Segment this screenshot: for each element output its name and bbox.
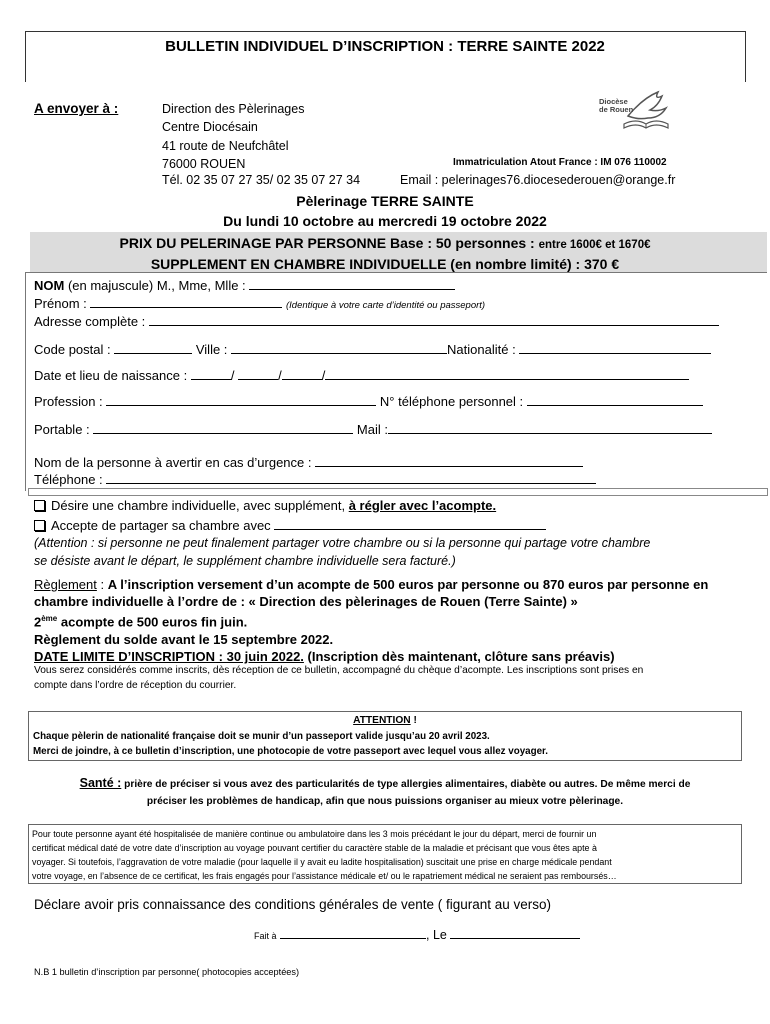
urgence-label: Nom de la personne à avertir en cas d’urgence : [34, 455, 312, 470]
ville-field[interactable] [231, 341, 447, 354]
profession-row [34, 393, 703, 409]
nom-label-bold: NOM [34, 278, 65, 293]
deadline-label: DATE LIMITE D’INSCRIPTION [34, 649, 216, 665]
portable-label: Portable : [34, 422, 90, 437]
le-label: , Le [426, 928, 447, 942]
payment-info [34, 663, 643, 693]
single-room-option [34, 498, 496, 513]
address-line: 41 route de Neufchâtel [162, 138, 289, 153]
form-title: BULLETIN INDIVIDUEL D’INSCRIPTION : TERRE SAINTE 2022 [165, 38, 605, 55]
registration-number: Immatriculation Atout France : IM 076 110002 [453, 157, 667, 168]
price-label: PRIX DU PELERINAGE PAR PERSONNE Base : 50 personnes : [119, 235, 539, 251]
attention-note-line: se désiste avant le départ, le supplément chambre individuelle sera facturé.) [34, 554, 456, 568]
nationalite-field[interactable] [519, 341, 711, 354]
second-deposit [34, 610, 708, 631]
portable-field[interactable] [93, 421, 353, 434]
second-sup: ème [41, 614, 58, 624]
payment-colon: : [96, 577, 108, 592]
birth-day-field[interactable] [191, 367, 231, 380]
telephone-row [34, 471, 596, 487]
date-separator: / [230, 368, 235, 383]
attention-line: Chaque pèlerin de nationalité française doit se munir d’un passeport valide jusqu’au 20 avril 2023. [33, 731, 490, 742]
attention-mark: ! [410, 715, 417, 726]
payment-line [34, 576, 708, 593]
attention-note [34, 534, 650, 570]
health-text: prière de préciser si vous avez des particularités de type allergies alimentaires, diabète ou autres. De même merci de [121, 779, 691, 790]
single-room-bold: à régler avec l’acompte. [348, 498, 497, 513]
share-room-label: Accepte de partager sa chambre avec [51, 518, 271, 533]
deadline-rest: (Inscription dès maintenant, clôture sans préavis) [303, 649, 615, 665]
send-label: A envoyer à : [34, 101, 119, 116]
dove-book-icon [588, 84, 678, 144]
divider-band [28, 488, 768, 496]
mail-field[interactable] [388, 421, 712, 434]
adresse-label: Adresse complète : [34, 314, 146, 329]
payment-info-line: compte dans l’ordre de réception du courrier. [34, 680, 237, 691]
payment-section [34, 576, 708, 665]
prenom-field[interactable] [90, 295, 282, 308]
telephone-label: Téléphone : [34, 472, 103, 487]
price-value: entre 1600€ et 1670€ [538, 239, 651, 251]
deadline-date: : 30 juin 2022. [215, 649, 304, 665]
single-room-checkbox[interactable] [34, 500, 45, 511]
address-block [162, 100, 304, 173]
attention-text [33, 729, 548, 759]
footnote: N.B 1 bulletin d’inscription par personne( photocopies acceptées) [34, 967, 300, 977]
share-room-field[interactable] [274, 517, 546, 530]
hospital-text [32, 827, 617, 883]
logo-line: Diocèse [599, 97, 628, 106]
health-label: Santé : [79, 776, 122, 790]
fait-label: Fait à [254, 931, 277, 941]
contact-phone: Tél. 02 35 07 27 35/ 02 35 07 27 34 [162, 173, 361, 187]
contact-email: Email : pelerinages76.diocesederouen@orange.fr [400, 173, 676, 187]
adresse-field[interactable] [149, 313, 719, 326]
signature-row [254, 926, 580, 942]
nom-row [34, 277, 455, 293]
payment-line: chambre individuelle à l’ordre de : « Direction des pèlerinages de Rouen (Terre Sainte) » [34, 594, 578, 610]
birth-place-field[interactable] [325, 367, 689, 380]
payment-text: A l’inscription versement d’un acompte de 500 euros par personne ou 870 euros par personne en [107, 577, 709, 592]
hospital-line: Pour toute personne ayant été hospitalisée de manière continue ou ambulatoire dans les 3 mois précédant le jour du départ, merci de fournir un [32, 829, 597, 839]
logo-text [599, 98, 633, 114]
date-separator: / [278, 368, 282, 383]
code-postal-field[interactable] [114, 341, 192, 354]
prenom-row [34, 295, 485, 311]
telephone-perso-label: N° téléphone personnel : [379, 394, 524, 409]
portable-row [34, 421, 712, 437]
attention-note-line: (Attention : si personne ne peut finalement partager votre chambre ou si la personne qui partage votre chambre [34, 536, 651, 550]
pilgrimage-name: Pèlerinage TERRE SAINTE [296, 193, 474, 209]
payment-info-line: Vous serez considérés comme inscrits, dès réception de ce bulletin, accompagné du chèque d’acompte. Les inscriptions sont prises en [34, 665, 644, 676]
naissance-row [34, 367, 689, 383]
payment-label: Règlement [34, 577, 97, 592]
health-section [0, 775, 770, 810]
prenom-note: (Identique à votre carte d’identité ou passeport) [286, 300, 486, 311]
hospital-line: voyager. Si toutefois, l’aggravation de votre maladie (pour laquelle il y avait eu ladite hospitalisation) suscitait une prise en charge médicale pendant [32, 857, 612, 867]
declaration: Déclare avoir pris connaissance des conditions générales de vente ( figurant au verso) [34, 897, 552, 912]
urgence-field[interactable] [315, 454, 583, 467]
second-rest: acompte de 500 euros fin juin. [57, 614, 248, 630]
ville-label: Ville : [195, 342, 228, 357]
telephone-perso-field[interactable] [527, 393, 703, 406]
birth-month-field[interactable] [238, 367, 278, 380]
pilgrimage-dates: Du lundi 10 octobre au mercredi 19 octobre 2022 [223, 213, 547, 229]
naissance-label: Date et lieu de naissance : [34, 368, 188, 383]
profession-field[interactable] [106, 393, 376, 406]
attention-title-text: ATTENTION [353, 715, 411, 726]
birth-year-field[interactable] [282, 367, 322, 380]
health-line [0, 775, 770, 793]
code-postal-label: Code postal : [34, 342, 111, 357]
date-separator: / [321, 368, 326, 383]
le-field[interactable] [450, 926, 580, 939]
urgence-row [34, 454, 583, 470]
price-line [0, 235, 770, 251]
supplement-line: SUPPLEMENT EN CHAMBRE INDIVIDUELLE (en nombre limité) : 370 € [150, 256, 620, 272]
logo-line: de Rouen [599, 105, 634, 114]
mail-label: Mail : [356, 422, 388, 437]
share-room-checkbox[interactable] [34, 520, 45, 531]
nom-label: (en majuscule) M., Mme, Mlle : [64, 278, 246, 293]
share-room-option [34, 517, 546, 533]
address-line: Direction des Pèlerinages [162, 102, 305, 116]
single-room-label: Désire une chambre individuelle, avec supplément, [51, 498, 349, 513]
attention-title [0, 715, 770, 726]
second-num: 2 [34, 614, 42, 630]
nationalite-label: Nationalité : [447, 342, 516, 357]
balance-line: Règlement du solde avant le 15 septembre 2022. [34, 631, 334, 647]
code-postal-row [34, 341, 711, 357]
nom-field[interactable] [249, 277, 455, 290]
address-line: Centre Diocésain [162, 120, 258, 135]
attention-line: Merci de joindre, à ce bulletin d’inscription, une photocopie de votre passeport avec lequel vous allez voyager. [33, 746, 549, 757]
prenom-label: Prénom : [34, 296, 87, 311]
telephone-field[interactable] [106, 471, 596, 484]
health-line: préciser les problèmes de handicap, afin que nous puissions organiser au mieux votre pèlerinage. [146, 796, 624, 807]
fait-field[interactable] [280, 926, 426, 939]
diocese-logo [588, 84, 678, 144]
hospital-line: votre voyage, en l’absence de ce certificat, les frais engagés pour l’assistance médicale et/ ou le rapatriement médical ne seraient pas remboursés… [32, 871, 617, 881]
profession-label: Profession : [34, 394, 103, 409]
adresse-row [34, 313, 719, 329]
address-line: 76000 ROUEN [162, 156, 246, 171]
hospital-line: certificat médical daté de votre date d’inscription au voyage pouvant certifier du caractère stable de la maladie et précisant que vous êtes apte à [32, 843, 597, 853]
